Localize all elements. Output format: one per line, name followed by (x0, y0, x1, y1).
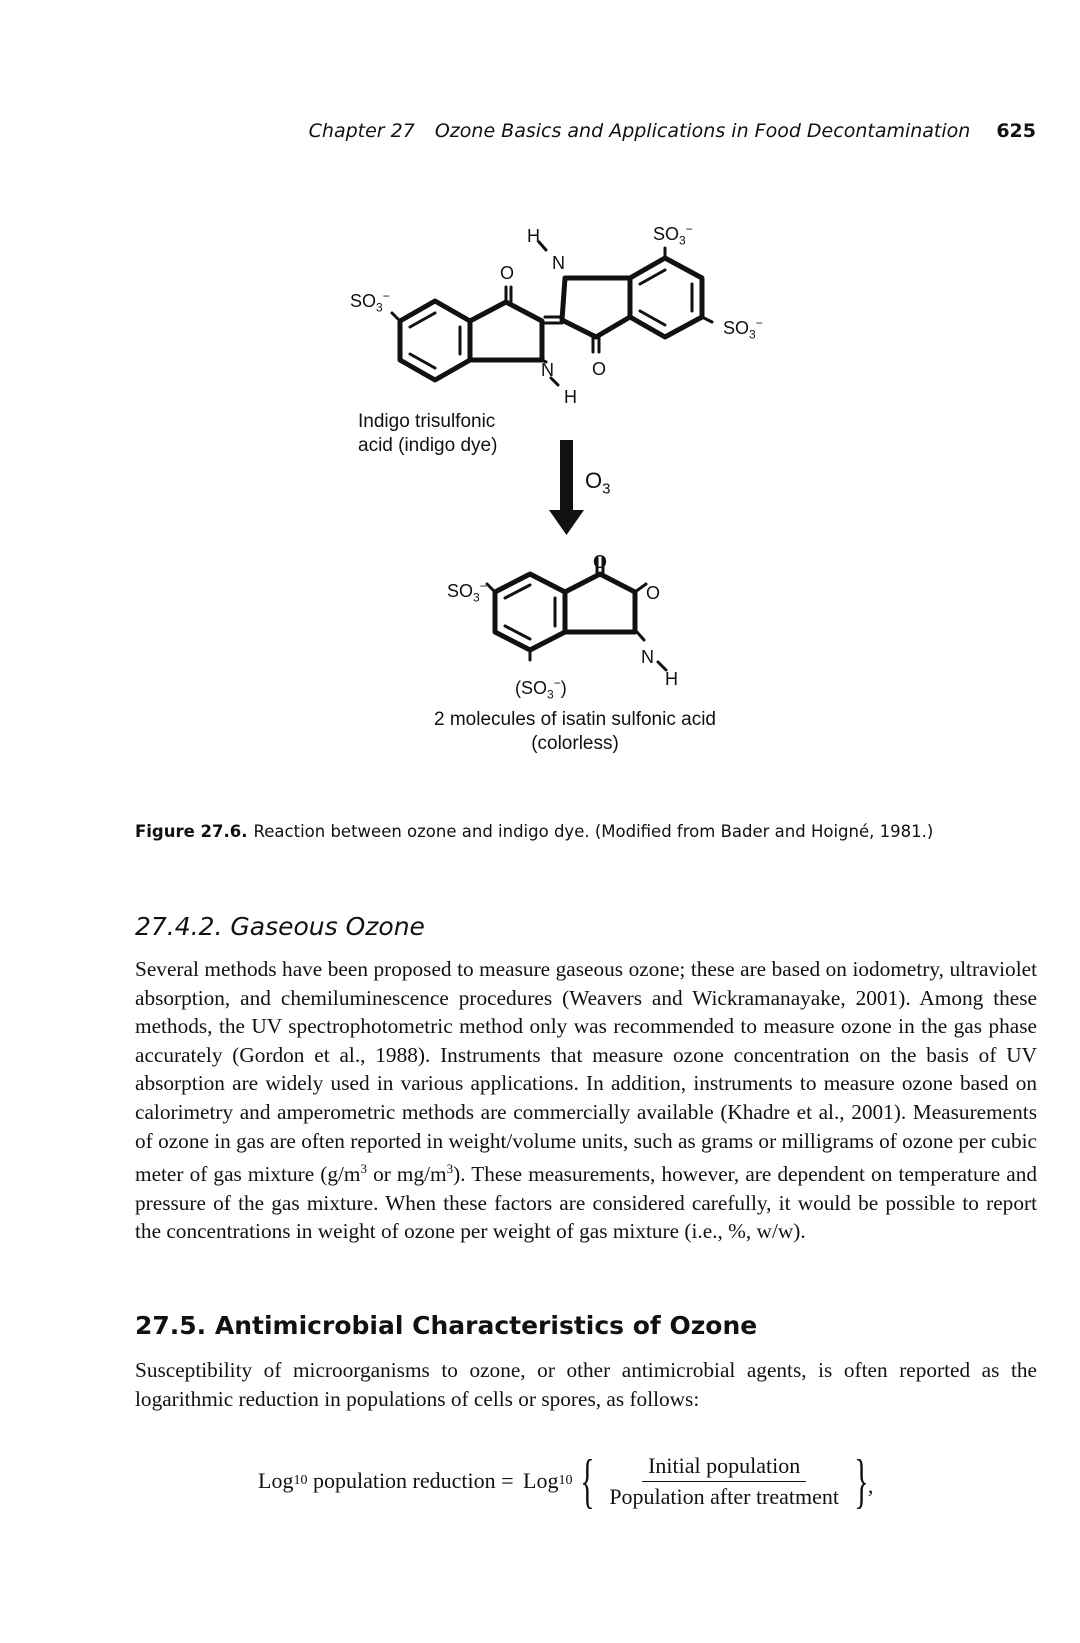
chapter-title: Ozone Basics and Applications in Food Decontamination (434, 120, 971, 142)
ozone-reagent-label: $O_3$ (585, 468, 611, 498)
section-heading-antimicrobial: 27.5. Antimicrobial Characteristics of Ozone (135, 1311, 758, 1340)
indigo-left-so3: $SO_3^-$ (350, 289, 390, 315)
indigo-right-side-so3-bond (702, 317, 712, 322)
equation-denominator: Population after treatment (609, 1483, 840, 1509)
figure-caption-text: Reaction between ozone and indigo dye. (Modified from Bader and Hoigné, 1981.) (253, 822, 934, 841)
reaction-arrow-head (549, 510, 584, 535)
reaction-arrow-shaft (560, 440, 573, 512)
indigo-right-pyrrole (562, 278, 630, 337)
reactant-name: Indigo trisulfonic acid (indigo dye) (358, 411, 498, 456)
equation-close-brace: } (854, 1448, 869, 1514)
structure-drawing (340, 222, 820, 792)
indigo-right-so3: $SO_3^-$ (723, 316, 763, 342)
isatin-bottom-so3: $(SO_3^-)$ (515, 676, 567, 702)
indigo-left-so3-bond (392, 313, 400, 321)
isatin-carbonyl-2 (635, 584, 646, 592)
log-reduction-equation: Log 10 population reduction = Log 10 { $\frac{\text{Initial population}}{\text{Population after treatment}}$ } , (258, 1448, 874, 1514)
isatin-so3: $SO_3^-$ (447, 579, 487, 605)
running-header (0, 120, 1036, 142)
isatin-pyrrole (565, 574, 635, 632)
isatin-so3-bond (487, 584, 495, 592)
isatin-n: N (641, 647, 654, 667)
paragraph-antimicrobial: Susceptibility of microorganisms to ozone, or other antimicrobial agents, is often reported as the logarithmic reduction in populations of cells or spores, as follows: (135, 1358, 1037, 1411)
equation-fraction (603, 1453, 845, 1510)
isatin-nh-bond (637, 632, 644, 640)
figure-caption (135, 822, 933, 841)
figure-caption-label: Figure 27.6. (135, 822, 248, 841)
equation-numerator: Initial population (642, 1453, 806, 1482)
indigo-bottom-n: N (541, 360, 554, 380)
indigo-bottom-h: H (564, 387, 577, 407)
indigo-right-o: O (592, 359, 607, 379)
indigo-top-n: N (552, 253, 565, 273)
section-heading-gaseous-ozone: 27.4.2. Gaseous Ozone (135, 912, 425, 941)
indigo-top-h: H (527, 226, 540, 246)
product-name: 2 molecules of isatin sulfonic acid (colorless) (434, 709, 716, 754)
page-number: 625 (996, 120, 1036, 142)
indigo-left-o: O (500, 263, 515, 283)
paragraph-gaseous-ozone: Several methods have been proposed to measure gaseous ozone; these are based on iodometry, ultraviolet absorption, and chemiluminescence procedures (Weavers and Wickramanayake, 2001). Among these methods, the UV spectrophotometric method only was recommended to measure ozone in the gas phase accurately (Gordon et al., 1988). Instruments that measure ozone concentration on the basis of UV absorption are widely used in various applications. In addition, instruments to measure ozone based on calorimetry and amperometric methods are commercially available (Khadre et al., 2001). Measurements of ozone in gas are often reported in weight/volume units, such as grams or milligrams of ozone per cubic meter of gas mixture ($g/m^3$ or $mg/m^3$). These measurements, however, are dependent on temperature and pressure of the gas mixture. When these factors are considered carefully, it would be possible to report the concentrations in weight of ozone per weight of gas mixture (i.e., %, w/w). (135, 957, 1037, 1244)
isatin-top-o: O (593, 552, 608, 572)
equation-open-brace: { (579, 1448, 595, 1514)
indigo-left-pyrrole (470, 302, 542, 360)
reaction-figure (340, 222, 820, 792)
isatin-right-o: O (646, 583, 661, 603)
chapter-label: Chapter 27 (308, 120, 415, 142)
indigo-top-so3: $SO_3^-$ (653, 222, 693, 248)
isatin-h: H (665, 669, 678, 689)
indigo-top-nh-bond (539, 242, 546, 250)
